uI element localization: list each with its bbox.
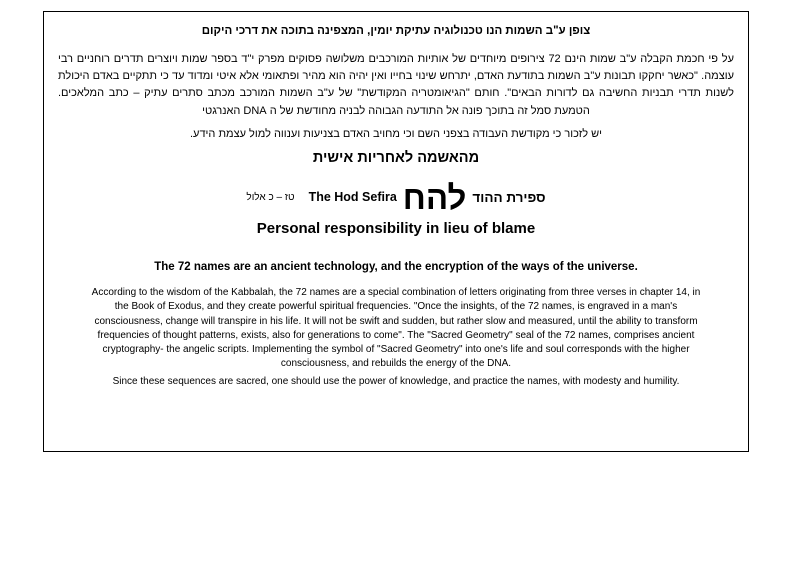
sefira-line xyxy=(44,177,748,217)
content-frame xyxy=(43,11,749,452)
sefira-english-name: The Hod Sefira xyxy=(308,190,397,204)
hebrew-title: צופן ע"ב השמות הנו טכנולוגיה עתיקת יומין, המצפינה בתוכה את דרכי היקום xyxy=(201,25,591,37)
english-closing: Since these sequences are sacred, one should use the power of knowledge, and practice the names, with modesty and humility. xyxy=(112,376,680,387)
hebrew-note: יש לזכור כי מקודשת העבודה בצפני השם וכי מחויב האדם בצניעות וענווה למול עצמת הידע. xyxy=(190,128,602,140)
sefira-date: טז – כ אלול xyxy=(246,191,295,203)
english-subheading: The 72 names are an ancient technology, and the encryption of the ways of the universe. xyxy=(154,261,638,273)
hebrew-heading: מהאשמה לאחריות אישית xyxy=(312,150,480,166)
hebrew-body: על פי חכמת הקבלה ע"ב שמות הינם 72 צירופים מיוחדים של אותיות המורכבים משלושה פסוקים מפרק י"ד בספר שמות ויוצרים תדרים רוחניים רבי עוצמה. "כאשר יחקקו תבונות ע"ב השמות בתודעת האדם, יתרחש שינוי בחייו ואין יהיה הוא מהיר ופתאומי אלא איטי ומדוד עד כי תתקיים באדם היכולת לשנות תדרי תבניות החשיבה גם לדורות הבאים". חותם "הגיאומטריה המקודשת" של ע"ב השמות המורכב מכתב סתרים עתיק – כתב המלאכים. הטמעת סמל זה בתוכך פונה אל התודעה הגבוהה לבניה מחודשת של ה DNA האנרגטי xyxy=(58,53,734,117)
english-body: According to the wisdom of the Kabbalah, the 72 names are a special combination of letters originating from three verses in chapter 14, in the Book of Exodus, and they create powerful spiritual frequencies. "Once the insights, of the 72 names, is engraved in a man's consciousness, change will transpire in his life. It will not be swift and sudden, but rather slow and measured, until the ability to transform frequencies of thought patterns, exists, also for generations to come". The "Sacred Geometry" seal of the 72 names, comprises ancient cryptography- the angelic scripts. Implementing the symbol of "Sacred Geometry" into one's life and soul corresponds with the higher consciousness, and rebuilds the energy of the DNA. xyxy=(91,287,701,370)
sefira-name-letters: להח xyxy=(402,178,467,216)
english-heading: Personal responsibility in lieu of blame xyxy=(256,220,536,237)
sefira-hebrew-name: ספירת ההוד xyxy=(472,189,546,205)
